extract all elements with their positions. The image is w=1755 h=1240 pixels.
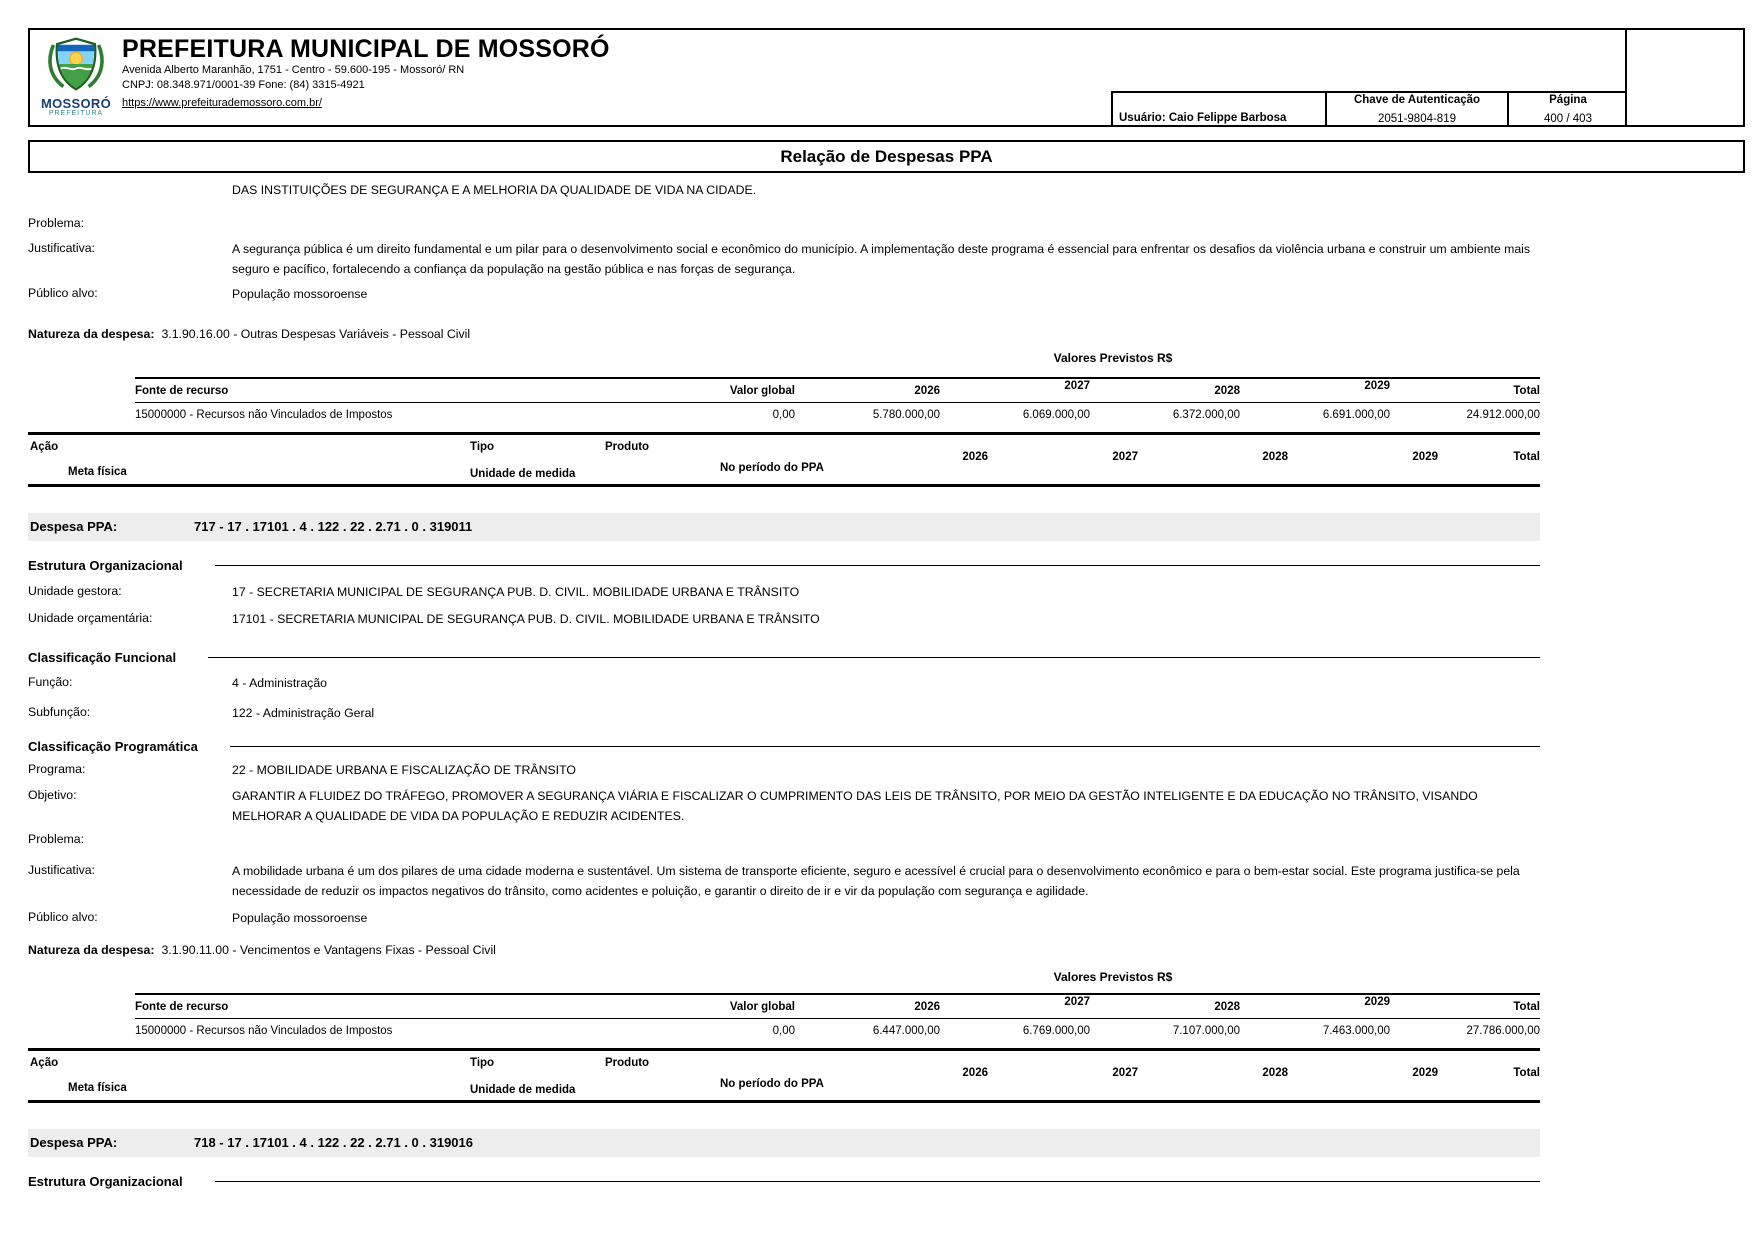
acao-col-2027: 2027: [1112, 451, 1138, 463]
produto-label: Produto: [605, 1057, 650, 1069]
justificativa-row: [28, 239, 1745, 279]
table-row: [135, 1019, 1540, 1046]
logo-subtitle: PREFEITURA: [48, 110, 104, 117]
cell-2027: 6.769.000,00: [1022, 1025, 1090, 1037]
natureza-despesa-row-2: [28, 941, 1745, 960]
acao-col-2026: 2026: [962, 451, 988, 463]
tipo-label: Tipo: [470, 441, 495, 453]
subfuncao-row: [28, 703, 1745, 723]
cell-fonte: 15000000 - Recursos não Vinculados de Impostos: [135, 409, 393, 421]
programa-row: [28, 760, 1745, 780]
justificativa-value: A mobilidade urbana é um dos pilares de uma cidade moderna e sustentável. Um sistema de transporte eficiente, seguro e acessível é crucial para o desenvolvimento econômico e para o bem-estar social. Este programa justifica-se pela necessidade de reduzir os impactos negativos do trânsito, como acidentes e poluição, e garantir o direito de ir e vir da população com segurança e agilidade.: [232, 864, 1520, 898]
publico-alvo-value: População mossoroense: [232, 911, 368, 925]
cell-total: 27.786.000,00: [1466, 1025, 1540, 1037]
problema-row-2: [28, 830, 1745, 849]
col-total: Total: [1513, 385, 1540, 397]
estrutura-organizacional-heading: Estrutura Organizacional: [28, 558, 183, 573]
valores-previstos-title: Valores Previstos R$: [1053, 351, 1173, 365]
col-valor-global: Valor global: [729, 385, 795, 397]
org-cnpj-fone: CNPJ: 08.348.971/0001-39 Fone: (84) 3315-4921: [122, 79, 365, 91]
justificativa-value: A segurança pública é um direito fundamental e um pilar para o desenvolvimento social e econômico do município. A implementação deste programa é essencial para enfrentar os desafios da violência urbana e construir um ambiente mais seguro e pacífico, fortalecendo a confiança da população na gestão pública e nas forças de segurança.: [232, 242, 1531, 276]
programa-label: Programa:: [28, 762, 86, 776]
col-2029: 2029: [1364, 380, 1390, 392]
unidade-gestora-value: 17 - SECRETARIA MUNICIPAL DE SEGURANÇA PUB. D. CIVIL. MOBILIDADE URBANA E TRÂNSITO: [232, 585, 800, 599]
funcao-value: 4 - Administração: [232, 676, 328, 690]
despesa-ppa-code: 718 - 17 . 17101 . 4 . 122 . 22 . 2.71 . 0 . 319016: [194, 1135, 473, 1150]
col-2028: 2028: [1214, 385, 1240, 397]
natureza-despesa-value: 3.1.90.11.00 - Vencimentos e Vantagens Fixas - Pessoal Civil: [161, 943, 496, 957]
col-2026: 2026: [914, 1001, 940, 1013]
col-fonte-de-recurso: Fonte de recurso: [135, 1001, 229, 1013]
acao-col-2027: 2027: [1112, 1067, 1138, 1079]
page-cell: [1507, 91, 1627, 127]
subfuncao-label: Subfunção:: [28, 705, 91, 719]
unidade-orcamentaria-value: 17101 - SECRETARIA MUNICIPAL DE SEGURANÇA PUB. D. CIVIL. MOBILIDADE URBANA E TRÂNSITO: [232, 612, 820, 626]
acao-table-header-2: [28, 1051, 1540, 1103]
unidade-medida-label: Unidade de medida: [470, 468, 576, 480]
funcao-label: Função:: [28, 675, 73, 689]
acao-col-total: Total: [1513, 451, 1540, 463]
report-title: Relação de Despesas PPA: [780, 146, 993, 166]
logo-wordmark: MOSSORÓ: [41, 96, 111, 111]
heading-rule: [215, 1181, 1540, 1182]
cell-2026: 6.447.000,00: [872, 1025, 940, 1037]
problema-label: Problema:: [28, 832, 85, 846]
publico-alvo-label: Público alvo:: [28, 286, 98, 300]
acao-label: Ação: [30, 441, 59, 453]
no-periodo-ppa-label: No período do PPA: [720, 1078, 824, 1090]
natureza-despesa-value: 3.1.90.16.00 - Outras Despesas Variáveis - Pessoal Civil: [161, 327, 471, 341]
unidade-gestora-label: Unidade gestora:: [28, 584, 122, 598]
municipality-logo: [30, 30, 122, 125]
produto-label: Produto: [605, 441, 650, 453]
despesa-ppa-label: Despesa PPA:: [30, 519, 118, 534]
problema-label: Problema:: [28, 216, 85, 230]
col-2028: 2028: [1214, 1001, 1240, 1013]
funcao-row: [28, 673, 1745, 693]
natureza-despesa-row: [28, 325, 1745, 344]
despesa-ppa-code: 717 - 17 . 17101 . 4 . 122 . 22 . 2.71 . 0 . 319011: [194, 519, 473, 534]
subfuncao-value: 122 - Administração Geral: [232, 706, 375, 720]
despesa-ppa-label: Despesa PPA:: [30, 1135, 118, 1150]
acao-col-total: Total: [1513, 1067, 1540, 1079]
justificativa-label: Justificativa:: [28, 241, 95, 255]
report-title-bar: [28, 140, 1745, 173]
justificativa-row-2: [28, 861, 1745, 901]
col-fonte-de-recurso: Fonte de recurso: [135, 385, 229, 397]
cell-total: 24.912.000,00: [1466, 409, 1540, 421]
estrutura-organizacional-heading: Estrutura Organizacional: [28, 1174, 183, 1189]
cell-2028: 6.372.000,00: [1172, 409, 1240, 421]
cell-2027: 6.069.000,00: [1022, 409, 1090, 421]
objective-continuation-text: DAS INSTITUIÇÕES DE SEGURANÇA E A MELHORIA DA QUALIDADE DE VIDA NA CIDADE.: [232, 183, 757, 197]
col-2029: 2029: [1364, 996, 1390, 1008]
document-header: [28, 28, 1745, 127]
auth-key-label: Chave de Autenticação: [1353, 94, 1481, 106]
despesa-ppa-strip-1: [28, 513, 1540, 541]
cell-2029: 6.691.000,00: [1322, 409, 1390, 421]
meta-fisica-label: Meta física: [68, 466, 127, 478]
estrutura-organizacional-section: [28, 556, 1540, 575]
valores-previstos-title-2: Valores Previstos R$: [1053, 970, 1173, 984]
publico-alvo-label: Público alvo:: [28, 910, 98, 924]
acao-table-header-1: [28, 435, 1540, 487]
despesa-ppa-strip-2: [28, 1129, 1540, 1157]
fonte-recurso-table-2: [135, 993, 1540, 1046]
classificacao-programatica-heading: Classificação Programática: [28, 739, 198, 754]
col-2027: 2027: [1064, 996, 1090, 1008]
classificacao-funcional-section: [28, 648, 1540, 667]
programa-value: 22 - MOBILIDADE URBANA E FISCALIZAÇÃO DE TRÂNSITO: [232, 763, 576, 777]
publico-alvo-row-2: [28, 908, 1745, 928]
acao-label: Ação: [30, 1057, 59, 1069]
org-website-link[interactable]: https://www.prefeiturademossoro.com.br/: [122, 97, 322, 109]
cell-2028: 7.107.000,00: [1172, 1025, 1240, 1037]
page-label: Página: [1549, 94, 1587, 106]
acao-col-2026: 2026: [962, 1067, 988, 1079]
cell-2029: 7.463.000,00: [1322, 1025, 1390, 1037]
cell-fonte: 15000000 - Recursos não Vinculados de Impostos: [135, 1025, 393, 1037]
heading-rule: [215, 565, 1540, 566]
table-row: [135, 403, 1540, 430]
heading-rule: [230, 746, 1540, 747]
objetivo-row: [28, 786, 1745, 826]
mossoro-crest-icon: [44, 36, 108, 97]
cell-valor-global: 0,00: [772, 409, 795, 421]
natureza-despesa-label: Natureza da despesa:: [28, 327, 155, 341]
classificacao-programatica-section: [28, 737, 1540, 756]
natureza-despesa-label: Natureza da despesa:: [28, 943, 155, 957]
meta-fisica-label: Meta física: [68, 1082, 127, 1094]
unidade-orcamentaria-row: [28, 609, 1745, 629]
fonte-recurso-table-1: [135, 377, 1540, 430]
acao-col-2029: 2029: [1412, 1067, 1438, 1079]
col-valor-global: Valor global: [729, 1001, 795, 1013]
estrutura-organizacional-section-2: [28, 1172, 1540, 1191]
acao-col-2028: 2028: [1262, 451, 1288, 463]
heading-rule: [208, 657, 1540, 658]
acao-col-2029: 2029: [1412, 451, 1438, 463]
col-total: Total: [1513, 1001, 1540, 1013]
cell-valor-global: 0,00: [772, 1025, 795, 1037]
tipo-label: Tipo: [470, 1057, 495, 1069]
org-address: Avenida Alberto Maranhão, 1751 - Centro - 59.600-195 - Mossoró/ RN: [122, 64, 465, 76]
col-2026: 2026: [914, 385, 940, 397]
col-2027: 2027: [1064, 380, 1090, 392]
objetivo-label: Objetivo:: [28, 788, 77, 802]
cell-2026: 5.780.000,00: [872, 409, 940, 421]
unidade-gestora-row: [28, 582, 1745, 602]
publico-alvo-value: População mossoroense: [232, 287, 368, 301]
problema-row: [28, 214, 1745, 233]
table-header-row: [135, 993, 1540, 1019]
objetivo-value: GARANTIR A FLUIDEZ DO TRÁFEGO, PROMOVER A SEGURANÇA VIÁRIA E FISCALIZAR O CUMPRIMENTO DAS LEIS DE TRÂNSITO, POR MEIO DA GESTÃO INTELIGENTE E DA EDUCAÇÃO NO TRÂNSITO, VISANDO MELHORAR A QUALIDADE DE VIDA DA POPULAÇÃO E REDUZIR ACIDENTES.: [232, 789, 1478, 823]
acao-col-2028: 2028: [1262, 1067, 1288, 1079]
auth-key-value: 2051-9804-819: [1377, 113, 1456, 125]
publico-alvo-row: [28, 284, 1745, 304]
auth-key-cell: [1325, 91, 1507, 127]
no-periodo-ppa-label: No período do PPA: [720, 462, 824, 474]
unidade-medida-label: Unidade de medida: [470, 1084, 576, 1096]
user-cell: Usuário: Caio Felippe Barbosa: [1111, 91, 1325, 127]
org-name: PREFEITURA MUNICIPAL DE MOSSORÓ: [122, 35, 610, 63]
unidade-orcamentaria-label: Unidade orçamentária:: [28, 611, 153, 625]
justificativa-label: Justificativa:: [28, 863, 95, 877]
page-value: 400 / 403: [1544, 113, 1592, 125]
classificacao-funcional-heading: Classificação Funcional: [28, 650, 177, 665]
table-header-row: [135, 377, 1540, 403]
